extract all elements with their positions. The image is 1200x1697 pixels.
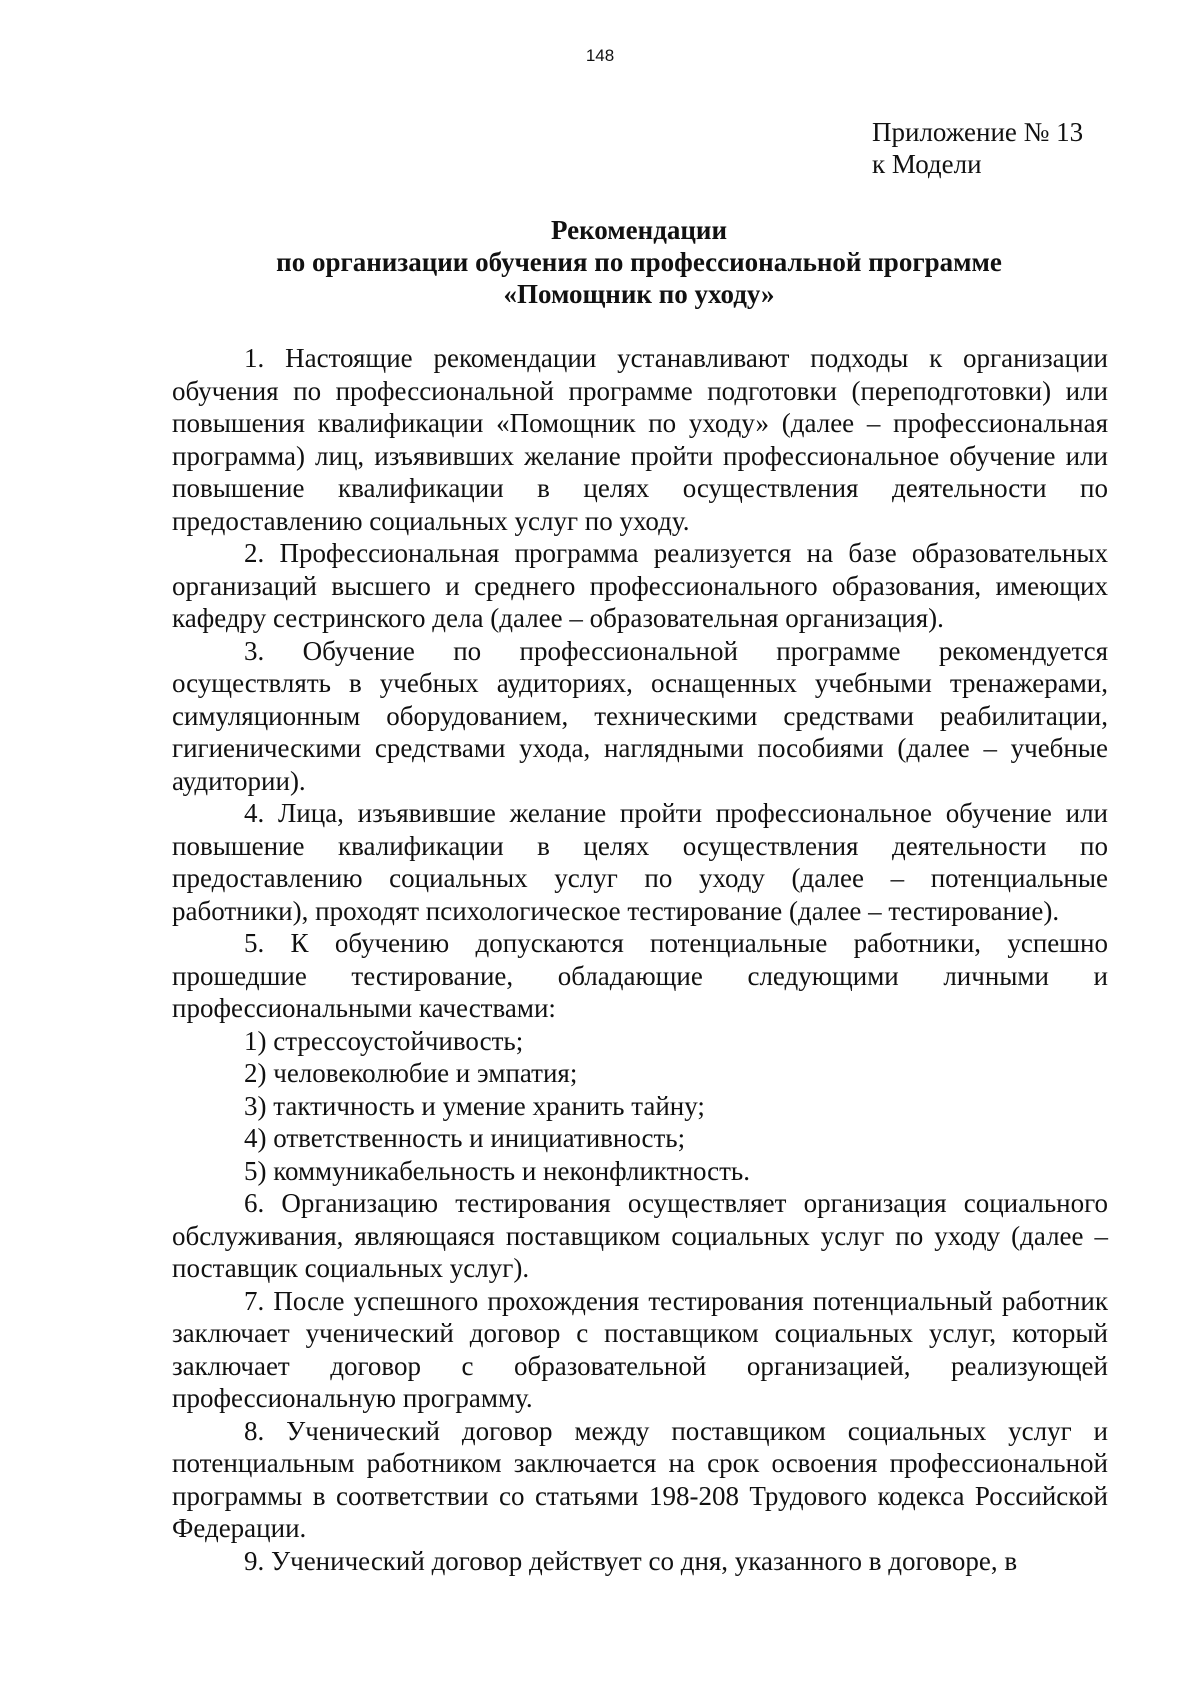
quality-item-5: 5) коммуникабельность и неконфликтность. <box>244 1155 750 1186</box>
appendix-line-2: к Модели <box>872 149 982 179</box>
quality-item-4: 4) ответственность и инициативность; <box>244 1123 686 1153</box>
title-line-3: «Помощник по уходу» <box>503 279 775 309</box>
paragraph-4: 4. Лица, изъявившие желание пройти профессиональное обучение или повышение квалификации в целях осуществления деятельности по предоставлению социальных услуг по уходу (далее – потенциальные работники), проходят психологическое тестирование (далее – тестирование). <box>172 798 1108 926</box>
paragraph-9: 9. Ученический договор действует со дня, указанного в договоре, в <box>244 1545 1018 1576</box>
quality-item-3: 3) тактичность и умение хранить тайну; <box>244 1090 705 1121</box>
paragraph-1: 1. Настоящие рекомендации устанавливают подходы к организации обучения по профессиональной программе подготовки (переподготовки) или повышения квалификации «Помощник по уходу» (далее – профессиональная программа) лиц, изъявивших желание пройти профессиональное обучение или повышение квалификации в целях осуществления деятельности по предоставлению социальных услуг по уходу. <box>172 343 1108 536</box>
title-line-2: по организации обучения по профессиональной программе <box>276 247 1002 277</box>
page-number: 148 <box>585 46 615 65</box>
paragraph-3: 3. Обучение по профессиональной программе рекомендуется осуществлять в учебных аудиториях, оснащенных учебными тренажерами, симуляционным оборудованием, техническими средствами реабилитации, гигиеническими средствами ухода, наглядными пособиями (далее – учебные аудитории). <box>172 635 1108 796</box>
paragraph-7: 7. После успешного прохождения тестирования потенциальный работник заключает ученический договор с поставщиком социальных услуг, который заключает договор с образовательной организацией, реализующей профессиональную программу. <box>172 1285 1108 1413</box>
paragraph-2: 2. Профессиональная программа реализуется на базе образовательных организаций высшего и среднего профессионального образования, имеющих кафедру сестринского дела (далее – образовательная организация). <box>172 538 1108 633</box>
appendix-line-1: Приложение № 13 <box>872 117 1084 147</box>
quality-item-2: 2) человеколюбие и эмпатия; <box>244 1058 578 1088</box>
title-line-1: Рекомендации <box>550 215 728 245</box>
paragraph-8: 8. Ученический договор между поставщиком социальных услуг и потенциальным работником заключается на срок освоения профессиональной программы в соответствии со статьями 198-208 Трудового кодекса Российской Федерации. <box>172 1415 1108 1543</box>
paragraph-6: 6. Организацию тестирования осуществляет организация социального обслуживания, являющаяся поставщиком социальных услуг по уходу (далее – поставщик социальных услуг). <box>172 1188 1108 1283</box>
appendix-note <box>872 116 1083 180</box>
quality-item-1: 1) стрессоустойчивость; <box>244 1025 524 1056</box>
document-body <box>172 342 1108 1577</box>
document-title <box>170 214 1108 310</box>
paragraph-5: 5. К обучению допускаются потенциальные работники, успешно прошедшие тестирование, обладающие следующими личными и профессиональными качествами: <box>172 928 1108 1023</box>
